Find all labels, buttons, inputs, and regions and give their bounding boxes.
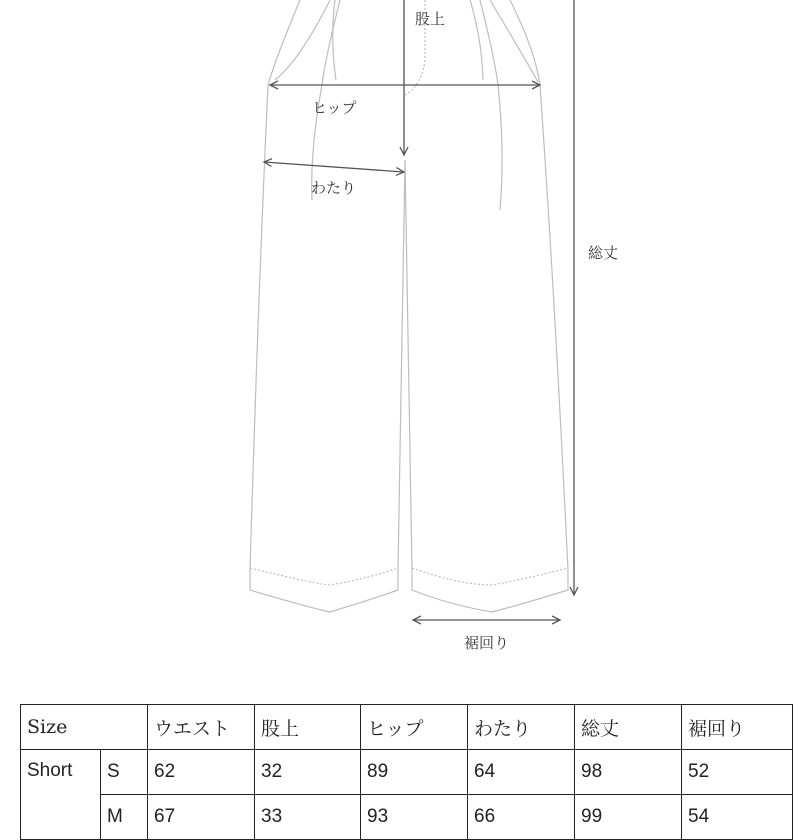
header-waist: ウエスト bbox=[148, 705, 255, 750]
thigh-label: わたり bbox=[311, 179, 357, 197]
value-cell: 99 bbox=[575, 795, 682, 840]
size-table bbox=[20, 704, 792, 827]
value-cell: 93 bbox=[361, 795, 468, 840]
table-header-row bbox=[21, 705, 793, 750]
value-cell: 52 bbox=[682, 750, 793, 795]
value-cell: 32 bbox=[255, 750, 361, 795]
measurement-arrows bbox=[264, 0, 574, 620]
length-label: 総丈 bbox=[588, 244, 619, 262]
value-cell: 98 bbox=[575, 750, 682, 795]
header-size: Size bbox=[21, 705, 148, 750]
value-cell: 67 bbox=[148, 795, 255, 840]
group-cell: Short bbox=[21, 750, 101, 840]
table-row bbox=[21, 750, 793, 795]
rise-label: 股上 bbox=[415, 10, 446, 28]
thigh-arrow bbox=[264, 162, 404, 172]
header-rise: 股上 bbox=[255, 705, 361, 750]
value-cell: 62 bbox=[148, 750, 255, 795]
hip-label: ヒップ bbox=[312, 99, 357, 117]
size-cell: M bbox=[101, 795, 148, 840]
hem-label: 裾回り bbox=[464, 634, 510, 652]
value-cell: 54 bbox=[682, 795, 793, 840]
value-cell: 66 bbox=[468, 795, 575, 840]
value-cell: 89 bbox=[361, 750, 468, 795]
header-length: 総丈 bbox=[575, 705, 682, 750]
header-thigh: わたり bbox=[468, 705, 575, 750]
table-row bbox=[21, 795, 793, 840]
size-cell: S bbox=[101, 750, 148, 795]
header-hem: 裾回り bbox=[682, 705, 793, 750]
pants-outline bbox=[250, 0, 568, 612]
header-hip: ヒップ bbox=[361, 705, 468, 750]
value-cell: 64 bbox=[468, 750, 575, 795]
value-cell: 33 bbox=[255, 795, 361, 840]
